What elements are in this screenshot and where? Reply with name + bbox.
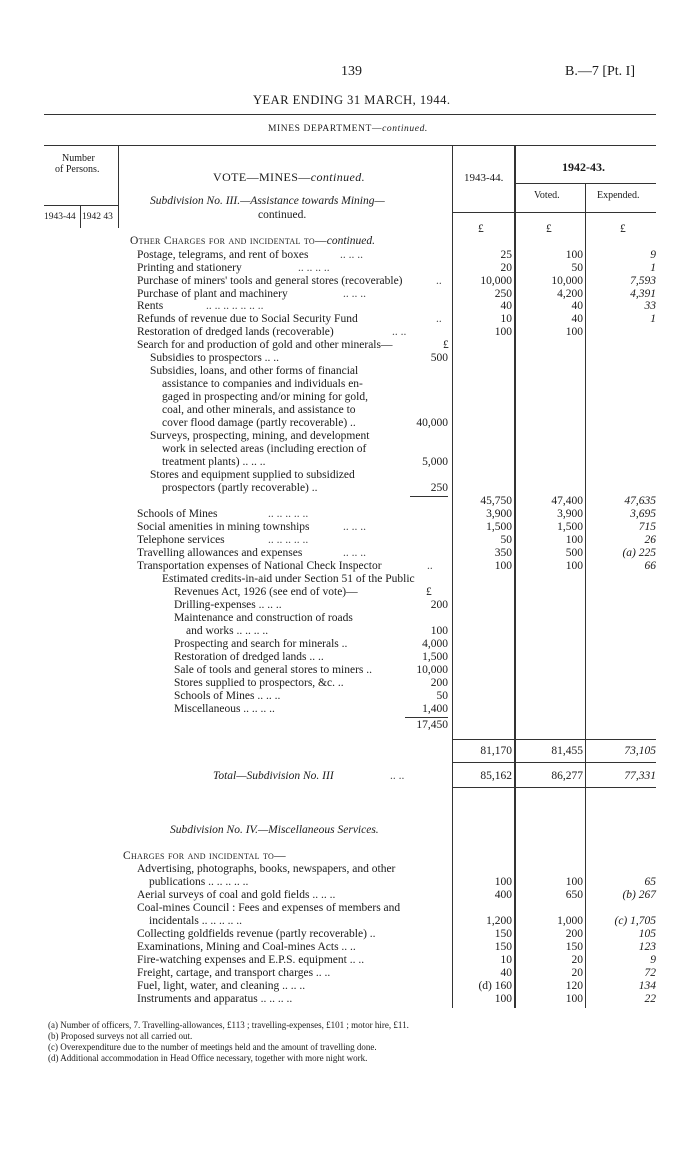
vote-title — [213, 170, 365, 185]
row-label: Advertising, photographs, books, newspapers, and other — [137, 863, 396, 875]
persons-heading-2: of Persons. — [55, 164, 100, 175]
credit-item-amount: 4,000 — [422, 638, 448, 650]
row-label-cont: publications .. .. .. .. .. — [149, 876, 249, 888]
search-item-line: treatment plants) .. .. .. — [162, 456, 266, 468]
search-pound: £ — [443, 339, 449, 351]
search-item-line: assistance to companies and individuals en- — [162, 378, 363, 390]
row-leader: .. .. — [392, 326, 407, 338]
row-leader: .. .. .. .. — [298, 262, 330, 274]
col-heading-expended: Expended. — [597, 190, 640, 201]
credit-item-amount: 50 — [436, 690, 448, 702]
row-voted: 500 — [565, 547, 583, 559]
row-label: Purchase of plant and machinery — [137, 288, 288, 300]
row-expended: 65 — [644, 876, 656, 888]
pound-col-1: £ — [478, 223, 484, 235]
credit-item-amount: 100 — [430, 625, 448, 637]
row-voted: 100 — [565, 876, 583, 888]
subdivision-iv-heading: Charges for and incidental to— — [123, 850, 286, 862]
row-leader: .. — [436, 313, 442, 325]
search-item-line: gaged in prospecting and/or mining for gold, — [162, 391, 369, 403]
pound-col-3: £ — [620, 223, 626, 235]
search-item-amount: 40,000 — [416, 417, 448, 429]
credit-item-line: Schools of Mines .. .. .. — [174, 690, 281, 702]
search-item-line: Surveys, prospecting, mining, and development — [150, 430, 370, 442]
row-expended: 105 — [638, 928, 656, 940]
footnote-c: (c) Overexpenditure due to the number of meetings held and the amount of travelling done. — [48, 1042, 377, 1052]
credit-item-line: Sale of tools and general stores to miners .. — [174, 664, 373, 676]
row-expended: 1 — [650, 262, 656, 274]
row-label: Social amenities in mining townships — [137, 521, 310, 533]
credit-item-line: Maintenance and construction of roads — [174, 612, 353, 624]
search-heading: Search for and production of gold and other minerals— — [137, 339, 393, 351]
other-charges-cont: continued. — [326, 235, 375, 247]
search-total-expended: 47,635 — [624, 495, 656, 507]
row-voted: 100 — [565, 534, 583, 546]
subtotal-1943-44: 81,170 — [480, 745, 512, 757]
table-row — [0, 262, 700, 275]
row-1943-44: 250 — [494, 288, 512, 300]
amount-col-divider-3-lower — [585, 790, 586, 1008]
row-1943-44: 20 — [500, 262, 512, 274]
row-1943-44: 10 — [500, 313, 512, 325]
row-label: Postage, telegrams, and rent of boxes — [137, 249, 309, 261]
table-top-rule — [44, 145, 656, 146]
table-row — [0, 249, 700, 262]
search-item-line: work in selected areas (including erection of — [162, 443, 367, 455]
footnote-a: (a) Number of officers, 7. Travelling-allowances, £113 ; travelling-expenses, £101 ; motor hire, £11. — [48, 1020, 409, 1030]
row-expended: 715 — [638, 521, 656, 533]
row-leader: .. .. .. — [343, 521, 366, 533]
credit-item-line: and works .. .. .. .. — [186, 625, 269, 637]
search-item-line: prospectors (partly recoverable) .. — [162, 482, 318, 494]
row-expended: 1 — [650, 313, 656, 325]
table-row — [0, 326, 700, 339]
persons-inner-divider — [80, 205, 81, 228]
table-row — [0, 547, 700, 560]
row-leader: .. .. .. — [340, 249, 363, 261]
row-1943-44: 40 — [500, 300, 512, 312]
credit-item-line: Stores supplied to prospectors, &c. .. — [174, 677, 344, 689]
subtotal-voted: 81,455 — [551, 745, 583, 757]
row-1943-44: 25 — [500, 249, 512, 261]
row-leader: .. .. .. .. .. — [268, 534, 309, 546]
other-charges-heading — [130, 235, 375, 247]
row-expended: 22 — [644, 993, 656, 1005]
department-name: MINES DEPARTMENT— — [268, 124, 383, 134]
row-label: Fire-watching expenses and E.P.S. equipment .. .. — [137, 954, 365, 966]
row-leader: .. — [427, 560, 433, 572]
row-1943-44: 400 — [494, 889, 512, 901]
search-item-line: Subsidies to prospectors .. .. — [150, 352, 280, 364]
row-1943-44: 100 — [494, 560, 512, 572]
other-charges-label: Other Charges for and incidental to— — [130, 235, 327, 247]
col-heading-1942: 1942-43. — [562, 160, 605, 174]
total-subdivision-label: Total—Subdivision No. III — [213, 770, 334, 782]
total-bottom-rule — [452, 787, 656, 788]
header-rule — [44, 114, 656, 115]
row-voted: 1,500 — [557, 521, 583, 533]
page-number: 139 — [341, 64, 362, 79]
credit-item-amount: 1,400 — [422, 703, 448, 715]
credit-item-line: Drilling-expenses .. .. .. — [174, 599, 282, 611]
table-row — [0, 508, 700, 521]
row-label: Printing and stationery — [137, 262, 242, 274]
search-total-voted: 47,400 — [551, 495, 583, 507]
row-label: Telephone services — [137, 534, 225, 546]
credits-heading-line2: Revenues Act, 1926 (see end of vote)— — [174, 586, 358, 598]
row-1943-44: 100 — [494, 876, 512, 888]
row-label: Rents — [137, 300, 164, 312]
row-leader: .. — [436, 275, 442, 287]
row-leader: .. .. .. — [343, 288, 366, 300]
row-voted: 650 — [565, 889, 583, 901]
row-label: Transportation expenses of National Check Inspector — [137, 560, 382, 572]
table-row — [0, 300, 700, 313]
total-subdivision-leader: .. .. — [390, 770, 405, 782]
row-expended: (c) 1,705 — [614, 915, 656, 927]
row-voted: 4,200 — [557, 288, 583, 300]
row-expended: 134 — [638, 980, 656, 992]
credit-item-line: Restoration of dredged lands .. .. — [174, 651, 324, 663]
subtotal-expended: 73,105 — [624, 745, 656, 757]
persons-year-1942: 1942 43 — [82, 212, 113, 222]
row-1943-44: 100 — [494, 326, 512, 338]
row-label: Refunds of revenue due to Social Security Fund — [137, 313, 358, 325]
total-voted: 86,277 — [551, 770, 583, 782]
row-voted: 150 — [565, 941, 583, 953]
row-1943-44: 10,000 — [480, 275, 512, 287]
search-item-amount: 500 — [430, 352, 448, 364]
row-voted: 10,000 — [551, 275, 583, 287]
row-expended: 3,695 — [630, 508, 656, 520]
row-label: Freight, cartage, and transport charges .. .. — [137, 967, 331, 979]
row-expended: (b) 267 — [622, 889, 656, 901]
row-expended: 72 — [644, 967, 656, 979]
row-expended: 9 — [650, 249, 656, 261]
amount-col-divider-2-lower — [514, 790, 516, 1008]
col-heading-1943: 1943-44. — [464, 172, 504, 184]
row-leader: .. .. .. .. .. — [268, 508, 309, 520]
row-1943-44: 150 — [494, 928, 512, 940]
row-label: Fuel, light, water, and cleaning .. .. .. — [137, 980, 306, 992]
row-expended: 33 — [644, 300, 656, 312]
col-heading-voted: Voted. — [534, 190, 560, 201]
footnote-b: (b) Proposed surveys not all carried out. — [48, 1031, 193, 1041]
credit-item-amount: 200 — [430, 599, 448, 611]
credits-total: 17,450 — [416, 719, 448, 731]
department-heading — [268, 124, 428, 134]
document-reference: B.—7 [Pt. I] — [565, 64, 635, 79]
credit-item-amount: 10,000 — [416, 664, 448, 676]
subdivision-iv-title: Subdivision No. IV.—Miscellaneous Services. — [170, 824, 379, 836]
search-total-1943-44: 45,750 — [480, 495, 512, 507]
amount-col-divider-1-lower — [452, 790, 453, 1008]
row-label: Examinations, Mining and Coal-mines Acts .. .. — [137, 941, 356, 953]
vote-title-cont: continued. — [310, 170, 366, 184]
row-label: Instruments and apparatus .. .. .. .. — [137, 993, 293, 1005]
row-voted: 100 — [565, 249, 583, 261]
row-1943-44: 10 — [500, 954, 512, 966]
search-item-line: Subsidies, loans, and other forms of financial — [150, 365, 359, 377]
search-item-amount: 250 — [430, 482, 448, 494]
row-expended: 26 — [644, 534, 656, 546]
row-label-cont: incidentals .. .. .. .. .. — [149, 915, 242, 927]
search-item-line: coal, and other minerals, and assistance to — [162, 404, 356, 416]
row-voted: 1,000 — [557, 915, 583, 927]
row-voted: 40 — [571, 313, 583, 325]
subdivision-heading-line2: continued. — [258, 209, 307, 221]
row-leader: .. .. .. — [343, 547, 366, 559]
row-voted: 3,900 — [557, 508, 583, 520]
search-subtotal-rule — [410, 496, 448, 497]
year-sub-rule — [514, 183, 656, 184]
row-voted: 100 — [565, 560, 583, 572]
row-1943-44: 350 — [494, 547, 512, 559]
persons-heading-1: Number — [62, 153, 95, 164]
total-top-rule — [452, 762, 656, 763]
total-1943-44: 85,162 — [480, 770, 512, 782]
year-title: YEAR ENDING 31 MARCH, 1944. — [253, 93, 451, 107]
table-row — [0, 275, 700, 288]
subtotal-rule — [452, 739, 656, 740]
row-1943-44: 3,900 — [486, 508, 512, 520]
row-expended: 4,391 — [630, 288, 656, 300]
table-row — [0, 560, 700, 573]
credit-item-line: Prospecting and search for minerals .. — [174, 638, 348, 650]
row-label: Coal-mines Council : Fees and expenses of members and — [137, 902, 401, 914]
row-label: Collecting goldfields revenue (partly recoverable) .. — [137, 928, 376, 940]
subdivision-heading-line1: Subdivision No. III.—Assistance towards Mining— — [150, 195, 385, 207]
row-voted: 100 — [565, 993, 583, 1005]
row-voted: 20 — [571, 954, 583, 966]
row-leader: .. .. .. .. .. .. .. — [206, 300, 264, 312]
row-expended: 66 — [644, 560, 656, 572]
row-expended: (a) 225 — [622, 547, 656, 559]
credit-item-amount: 200 — [430, 677, 448, 689]
row-1943-44: 1,200 — [486, 915, 512, 927]
department-cont: continued. — [382, 124, 428, 134]
row-expended: 123 — [638, 941, 656, 953]
total-expended: 77,331 — [624, 770, 656, 782]
table-row — [0, 313, 700, 326]
table-row — [0, 534, 700, 547]
row-expended: 7,593 — [630, 275, 656, 287]
credits-heading-line1: Estimated credits-in-aid under Section 51 of the Public — [162, 573, 415, 585]
row-1943-44: 1,500 — [486, 521, 512, 533]
persons-sub-rule — [44, 205, 118, 206]
row-1943-44: 100 — [494, 993, 512, 1005]
table-row — [0, 521, 700, 534]
row-1943-44: (d) 160 — [478, 980, 512, 992]
row-voted: 20 — [571, 967, 583, 979]
row-label: Restoration of dredged lands (recoverable) — [137, 326, 334, 338]
row-voted: 200 — [565, 928, 583, 940]
search-item-line: cover flood damage (partly recoverable) .. — [162, 417, 356, 429]
pound-col-2: £ — [546, 223, 552, 235]
row-1943-44: 50 — [500, 534, 512, 546]
credits-pound: £ — [426, 586, 432, 598]
persons-year-1943: 1943-44 — [44, 212, 76, 222]
credit-item-amount: 1,500 — [422, 651, 448, 663]
search-item-line: Stores and equipment supplied to subsidized — [150, 469, 355, 481]
header-bottom-rule — [452, 212, 656, 213]
row-expended: 9 — [650, 954, 656, 966]
row-1943-44: 150 — [494, 941, 512, 953]
row-voted: 120 — [565, 980, 583, 992]
row-voted: 40 — [571, 300, 583, 312]
row-label: Aerial surveys of coal and gold fields .. .. .. — [137, 889, 336, 901]
persons-col-divider — [118, 145, 119, 228]
row-label: Schools of Mines — [137, 508, 218, 520]
search-item-amount: 5,000 — [422, 456, 448, 468]
row-label: Purchase of miners' tools and general stores (recoverable) — [137, 275, 403, 287]
row-label: Travelling allowances and expenses — [137, 547, 303, 559]
credits-total-rule — [405, 717, 448, 718]
row-1943-44: 40 — [500, 967, 512, 979]
footnote-d: (d) Additional accommodation in Head Office necessary, together with more night work. — [48, 1053, 368, 1063]
vote-title-main: VOTE—MINES— — [213, 170, 311, 184]
credit-item-line: Miscellaneous .. .. .. .. — [174, 703, 275, 715]
row-voted: 100 — [565, 326, 583, 338]
row-voted: 50 — [571, 262, 583, 274]
